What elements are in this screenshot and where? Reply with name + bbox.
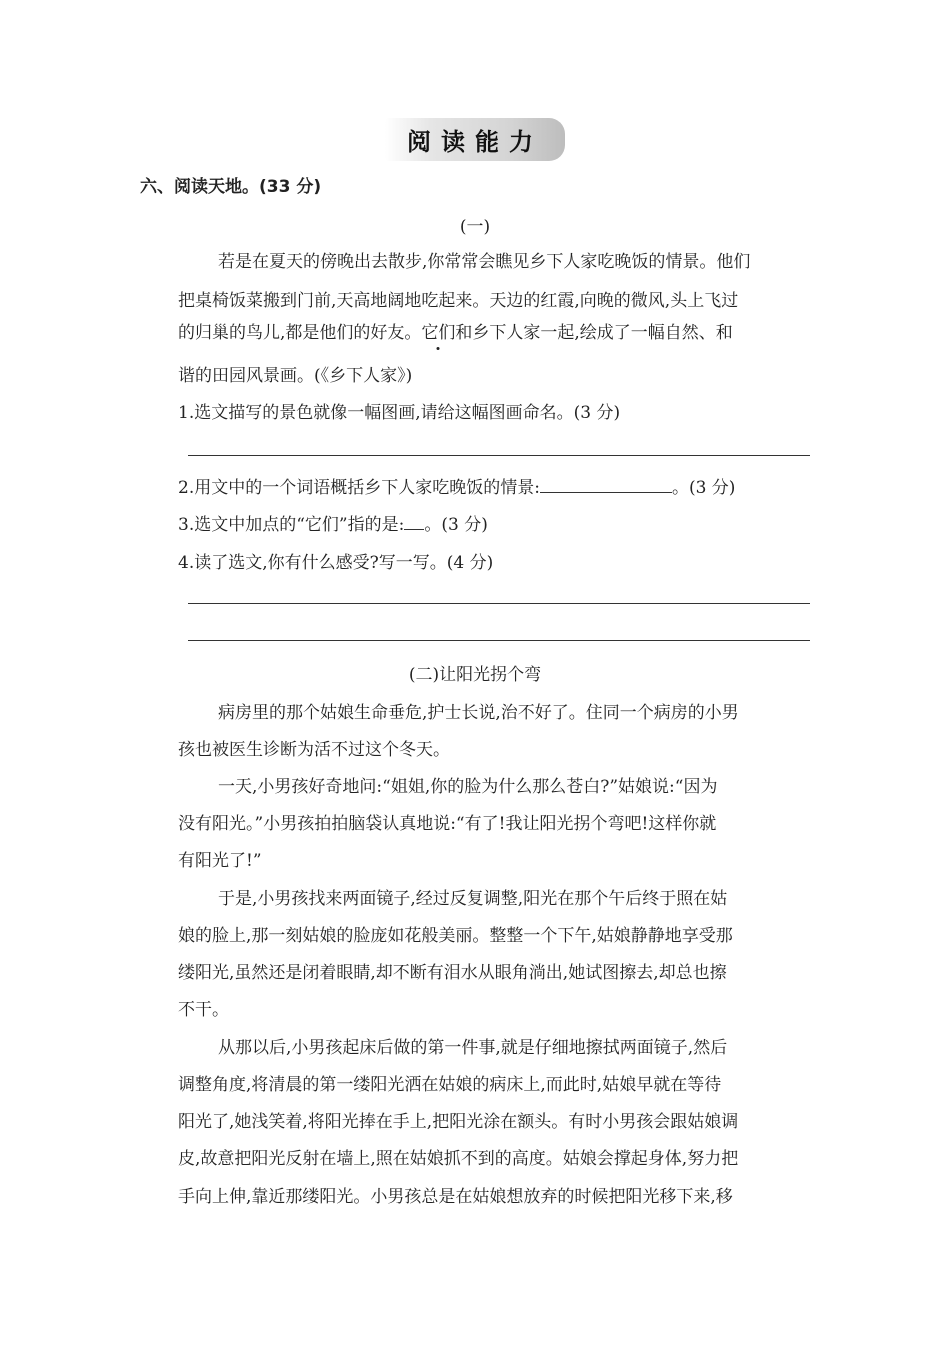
part1-heading: (一) [459, 217, 491, 237]
passage2-line: 于是,小男孩找来两面镜子,经过反复调整,阳光在那个午后终于照在姑 [218, 889, 728, 909]
question-3 [178, 510, 488, 535]
passage2-line: 没有阳光。”小男孩拍拍脑袋认真地说:“有了!我让阳光拐个弯吧!这样你就 [178, 814, 717, 834]
passage1-line [178, 318, 733, 343]
question-4: 4.读了选文,你有什么感受?写一写。(4 分) [178, 553, 494, 573]
title-banner [0, 118, 950, 161]
question-3-points: 。(3 分) [424, 515, 488, 535]
dotted-word: 它们 [421, 323, 456, 343]
page-title: 阅读能力 [407, 128, 543, 156]
passage1-text: 和乡下人家一起,绘成了一幅自然、和 [455, 323, 733, 343]
question-3-text: 3.选文中加点的“它们”指的是: [178, 515, 405, 535]
question-2 [178, 473, 735, 498]
answer-line-4a[interactable] [188, 603, 810, 604]
answer-blank-3[interactable] [404, 515, 424, 530]
question-1: 1.选文描写的景色就像一幅图画,请给这幅图画命名。(3 分) [178, 403, 621, 423]
passage2-line: 皮,故意把阳光反射在墙上,照在姑娘抓不到的高度。姑娘会撑起身体,努力把 [178, 1149, 739, 1169]
passage2-line: 阳光了,她浅笑着,将阳光捧在手上,把阳光涂在额头。有时小男孩会跟姑娘调 [178, 1112, 739, 1132]
passage2-line: 不干。 [178, 1000, 229, 1020]
passage2-line: 病房里的那个姑娘生命垂危,护士长说,治不好了。住同一个病房的小男 [218, 703, 739, 723]
passage2-line: 手向上伸,靠近那缕阳光。小男孩总是在姑娘想放弃的时候把阳光移下来,移 [178, 1187, 733, 1207]
answer-line-1[interactable] [188, 455, 810, 456]
passage2-line: 娘的脸上,那一刻姑娘的脸庞如花般美丽。整整一个下午,姑娘静静地享受那 [178, 926, 733, 946]
title-background [385, 118, 565, 161]
answer-blank-2[interactable] [540, 478, 672, 493]
passage1-line: 若是在夏天的傍晚出去散步,你常常会瞧见乡下人家吃晚饭的情景。他们 [218, 252, 751, 272]
section-heading: 六、阅读天地。(33 分) [140, 177, 322, 197]
passage2-line: 孩也被医生诊断为活不过这个冬天。 [178, 740, 450, 760]
question-2-points: 。(3 分) [671, 478, 736, 498]
part2-heading: (二)让阳光拐个弯 [408, 665, 542, 685]
answer-line-4b[interactable] [188, 640, 810, 641]
passage1-line: 把桌椅饭菜搬到门前,天高地阔地吃起来。天边的红霞,向晚的微风,头上飞过 [178, 291, 739, 311]
question-2-text: 2.用文中的一个词语概括乡下人家吃晚饭的情景: [178, 478, 540, 498]
passage1-text: 的归巢的鸟儿,都是他们的好友。 [178, 323, 422, 343]
passage2-line: 调整角度,将清晨的第一缕阳光洒在姑娘的病床上,而此时,姑娘早就在等待 [178, 1075, 722, 1095]
passage1-line: 谐的田园风景画。(《乡下人家》) [178, 366, 413, 386]
passage2-line: 一天,小男孩好奇地问:“姐姐,你的脸为什么那么苍白?”姑娘说:“因为 [218, 777, 718, 797]
passage2-line: 有阳光了!” [178, 851, 262, 871]
passage2-line: 缕阳光,虽然还是闭着眼睛,却不断有泪水从眼角淌出,她试图擦去,却总也擦 [178, 963, 727, 983]
passage2-line: 从那以后,小男孩起床后做的第一件事,就是仔细地擦拭两面镜子,然后 [218, 1038, 728, 1058]
